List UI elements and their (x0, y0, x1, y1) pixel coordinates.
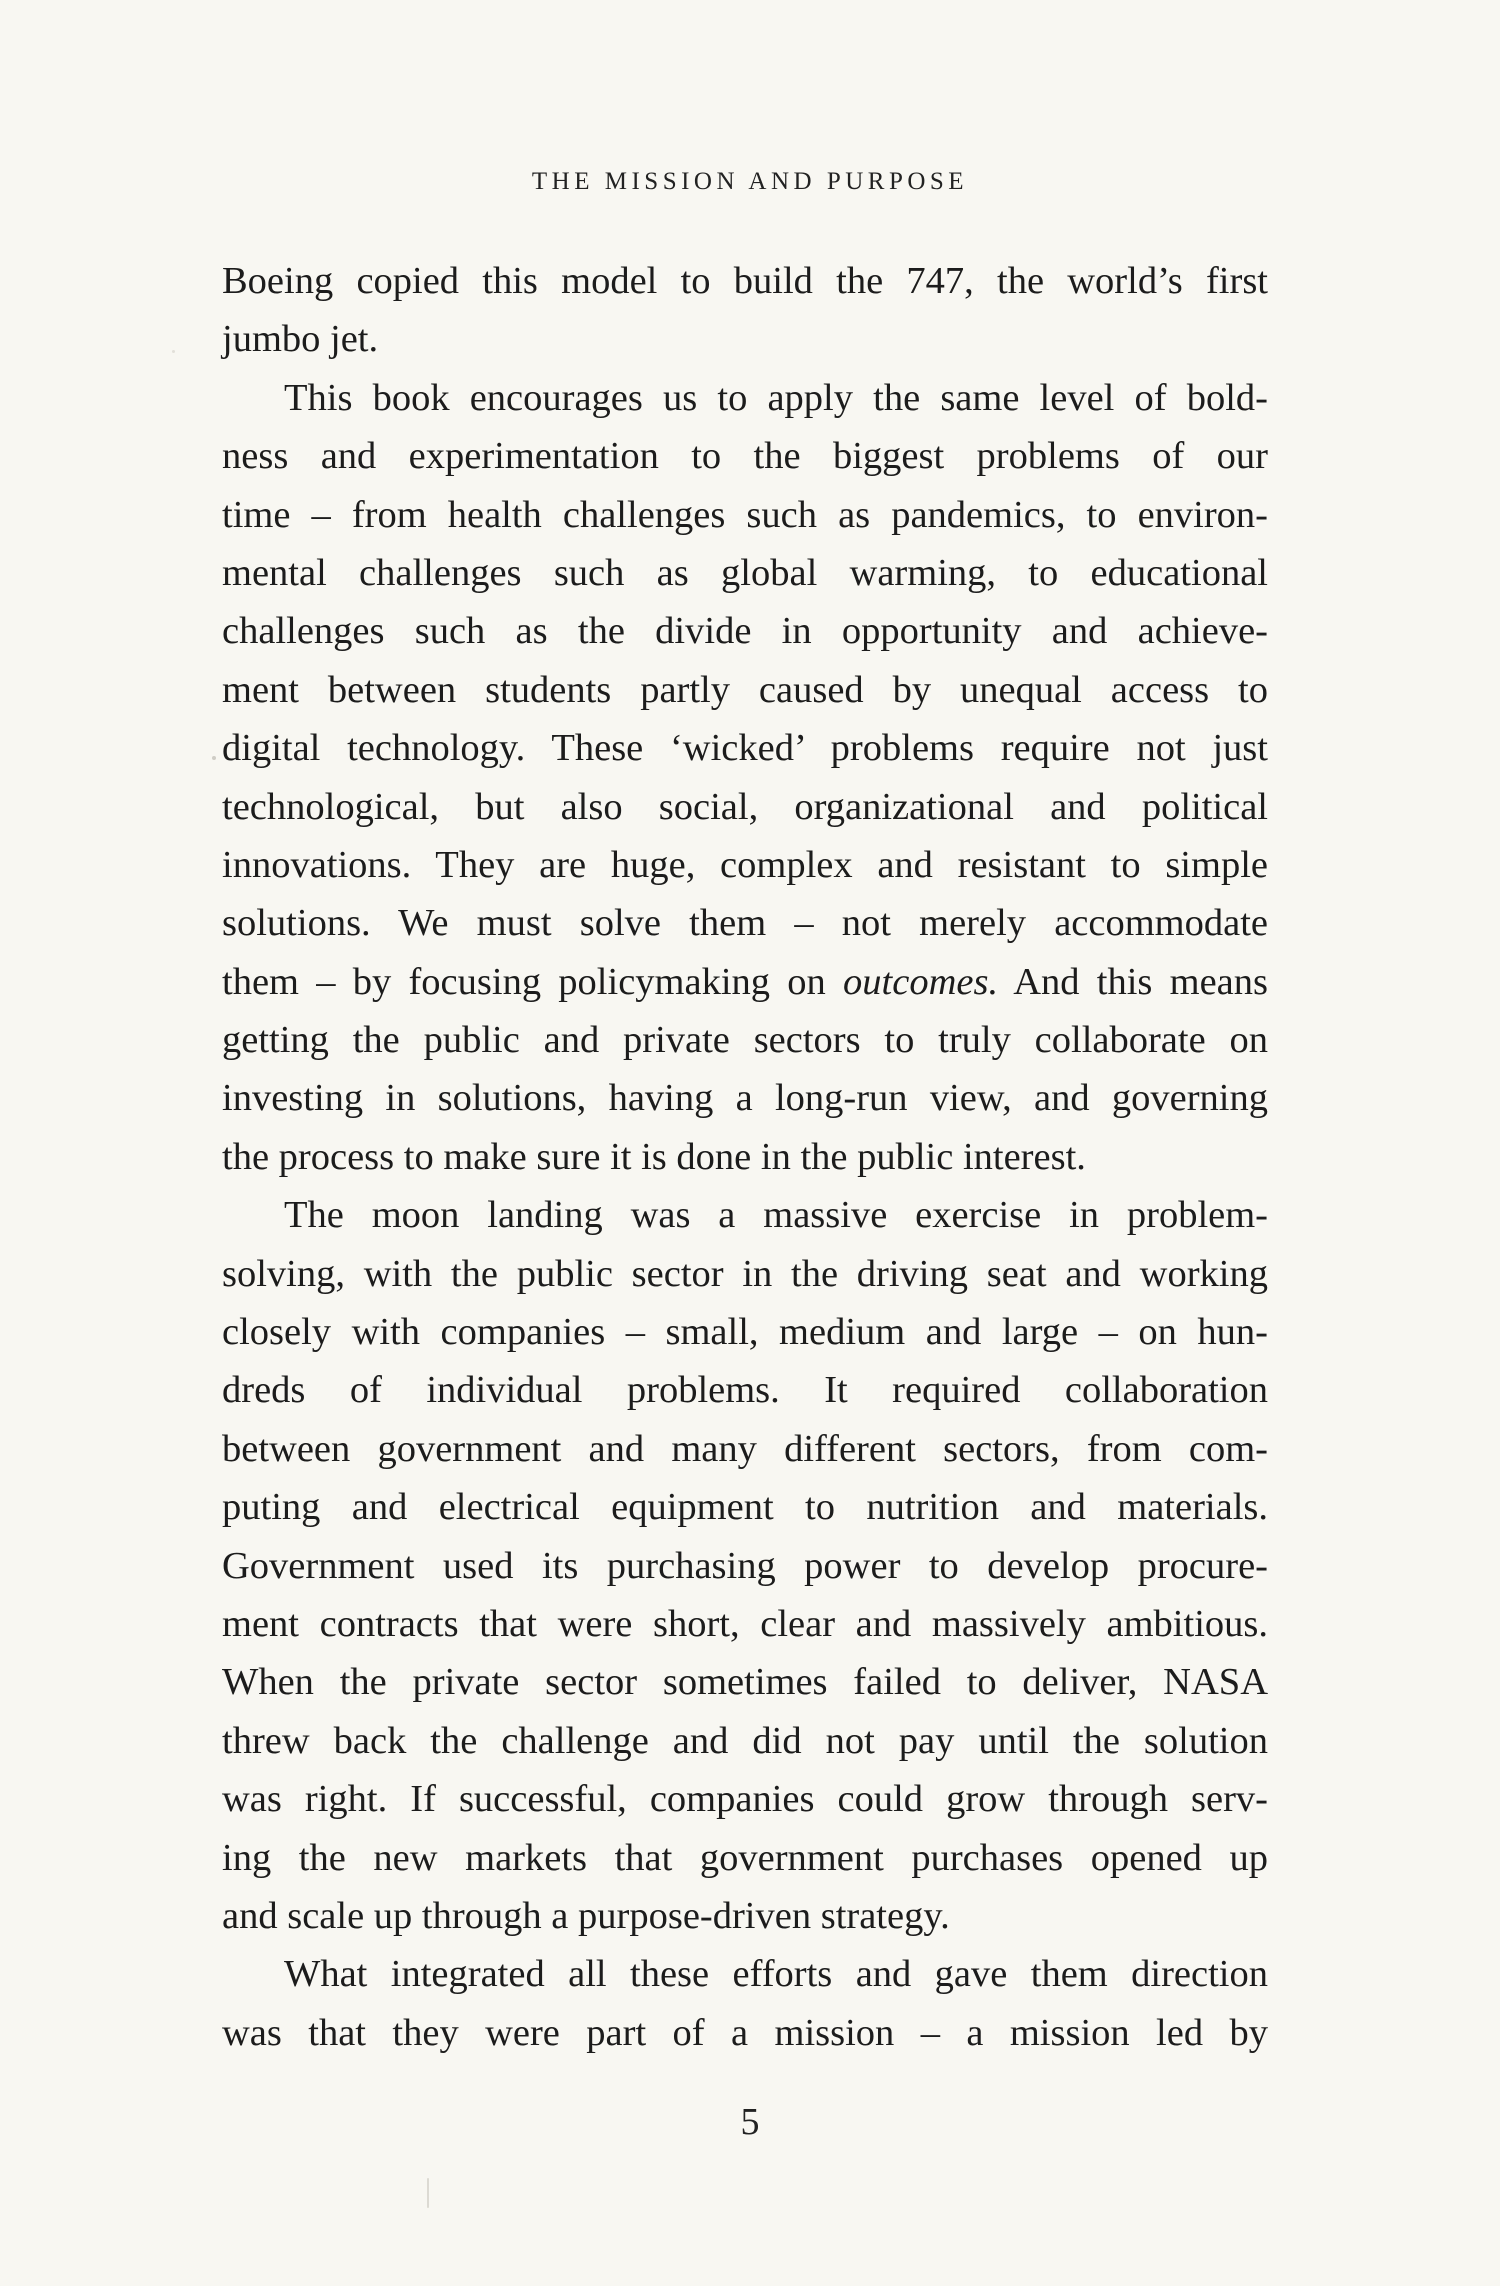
text-line: the process to make sure it is done in the public interest. (222, 1135, 1086, 1178)
text-line: was that they were part of a mission – a mission led by (222, 2011, 1268, 2054)
text-line: ment between students partly caused by unequal access to (222, 668, 1268, 711)
text-line: solving, with the public sector in the driving seat and working (222, 1252, 1268, 1295)
text-line: and scale up through a purpose-driven strategy. (222, 1894, 950, 1937)
text-line-with-emphasis (222, 953, 1268, 1011)
text-line: closely with companies – small, medium and large – on hun- (222, 1311, 1268, 1354)
paper-speck (212, 756, 216, 760)
text-line: ing the new markets that government purchases opened up (222, 1836, 1268, 1879)
body-text (222, 252, 1268, 2062)
text-line: Government used its purchasing power to develop procure- (222, 1544, 1268, 1587)
paper-speck (427, 2178, 429, 2208)
text-line: ment contracts that were short, clear and massively ambitious. (222, 1602, 1268, 1645)
text-line: threw back the challenge and did not pay until the solution (222, 1719, 1268, 1762)
text-line: puting and electrical equipment to nutrition and materials. (222, 1486, 1268, 1529)
text-line: dreds of individual problems. It required collaboration (222, 1369, 1268, 1412)
text-line: When the private sector sometimes failed to deliver, NASA (222, 1661, 1268, 1704)
line-text-before: them – by focusing policymaking on (222, 960, 844, 1003)
text-line: Boeing copied this model to build the 747, the world’s first (222, 260, 1268, 302)
text-line: jumbo jet. (222, 318, 379, 361)
running-header: THE MISSION AND PURPOSE (531, 168, 969, 195)
text-line: This book encourages us to apply the same level of bold- (284, 376, 1268, 419)
text-line: time – from health challenges such as pandemics, to environ- (222, 493, 1268, 536)
text-line: innovations. They are huge, complex and resistant to simple (222, 843, 1268, 886)
text-line: between government and many different sectors, from com- (222, 1427, 1268, 1470)
emphasized-word: outcomes. (843, 960, 999, 1003)
text-line: solutions. We must solve them – not merely accommodate (222, 902, 1268, 945)
text-line: challenges such as the divide in opportunity and achieve- (222, 610, 1268, 653)
text-line: ness and experimentation to the biggest problems of our (222, 435, 1268, 478)
text-line: technological, but also social, organizational and political (222, 785, 1268, 828)
text-line: was right. If successful, companies could grow through serv- (222, 1778, 1268, 1821)
page-number: 5 (740, 2101, 760, 2143)
text-line: digital technology. These ‘wicked’ problems require not just (222, 727, 1268, 770)
text-line: What integrated all these efforts and gave them direction (284, 1953, 1268, 1996)
text-line: mental challenges such as global warming, to educational (222, 551, 1268, 594)
text-line: getting the public and private sectors to truly collaborate on (222, 1019, 1268, 1062)
paper-speck (172, 350, 175, 353)
line-text-after: And this means (998, 960, 1268, 1003)
text-line: The moon landing was a massive exercise in problem- (284, 1194, 1268, 1237)
text-line: investing in solutions, having a long-run view, and governing (222, 1077, 1268, 1120)
